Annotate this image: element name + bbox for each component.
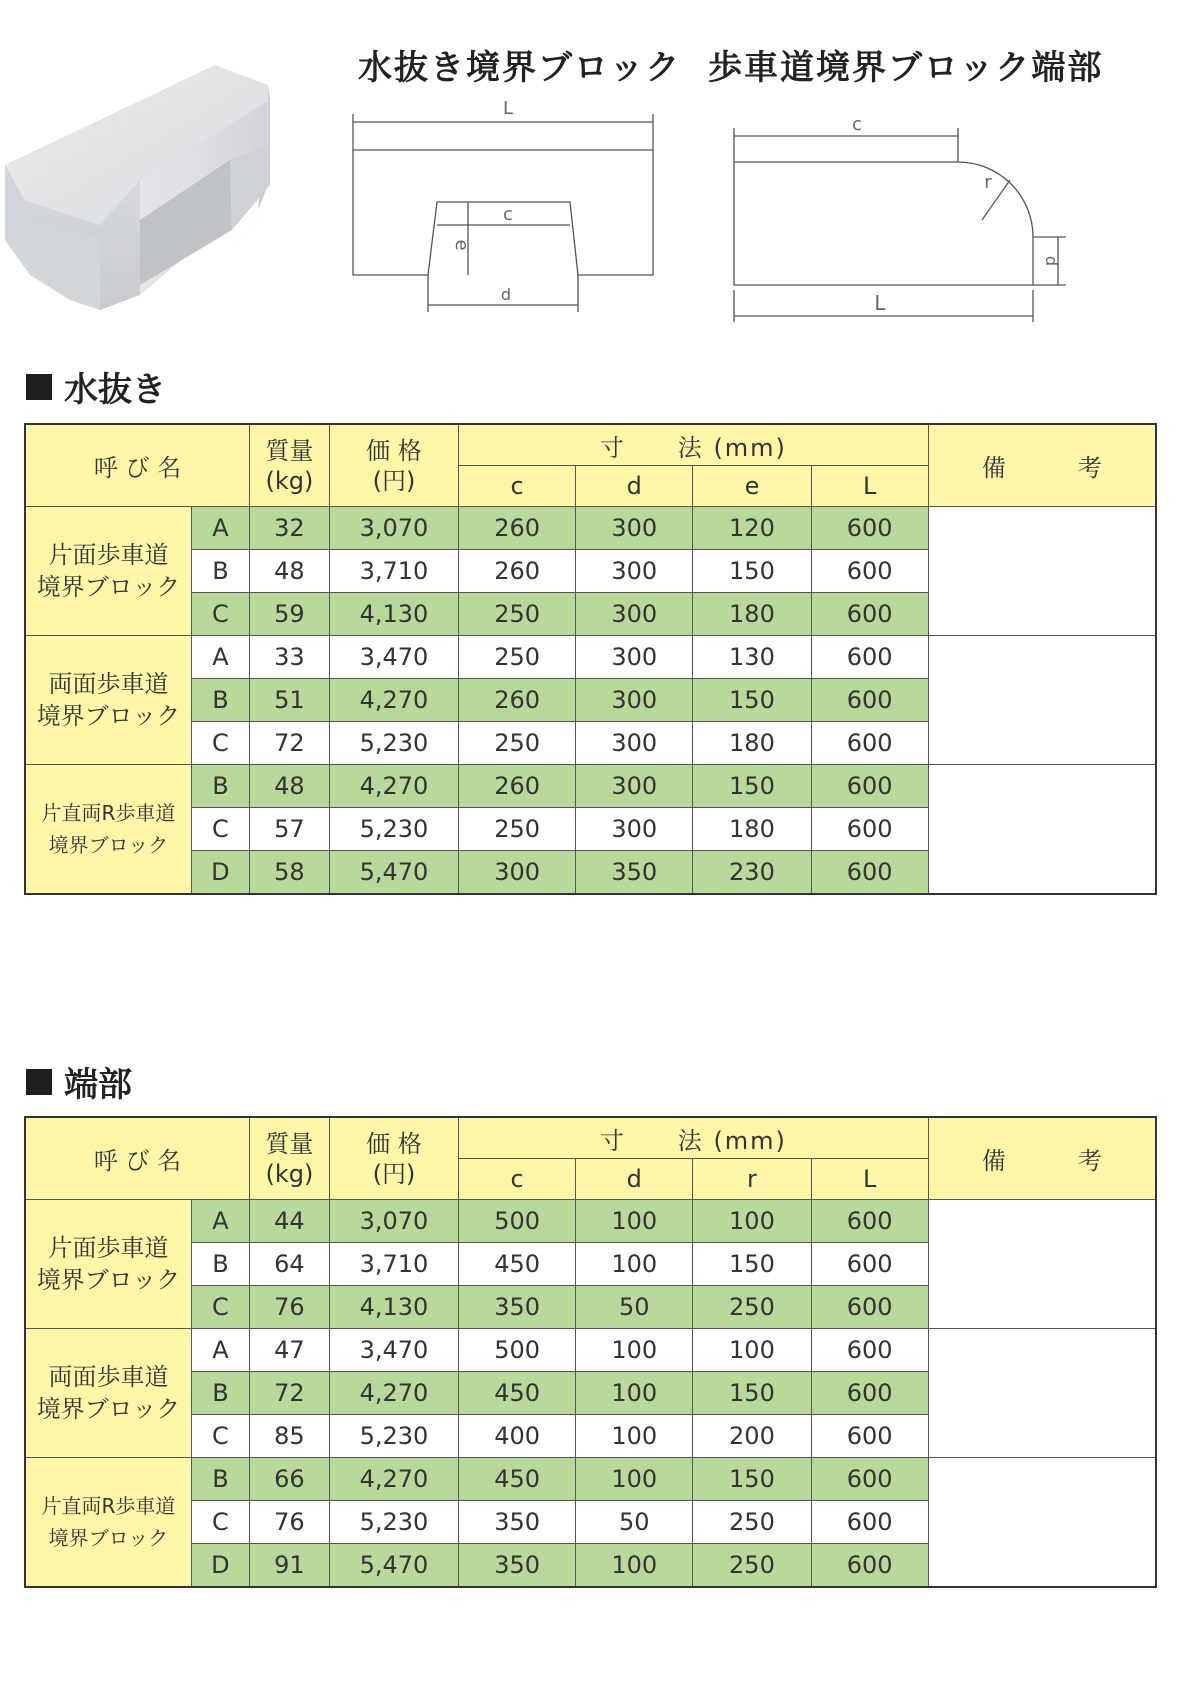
dim-cell: 100 [576,1243,693,1286]
price-cell: 4,270 [329,1372,458,1415]
price-cell: 3,470 [329,1329,458,1372]
section-title-tanbu: 端部 [26,1057,132,1106]
grade-cell: A [191,1200,249,1243]
spec-table-tanbu [24,1116,1157,1588]
mass-cell: 76 [249,1501,329,1544]
dim-cell: 350 [459,1501,576,1544]
mass-cell: 72 [249,1372,329,1415]
header-dim-c: c [459,1159,576,1200]
dim-cell: 180 [693,808,811,851]
header-price: 価 格 (円) [329,424,458,507]
price-cell: 5,230 [329,808,458,851]
dim-cell: 180 [693,593,811,636]
dim-cell: 50 [576,1286,693,1329]
grade-cell: C [191,593,249,636]
mass-cell: 51 [249,679,329,722]
dim-cell: 450 [459,1458,576,1501]
dim-cell: 150 [693,765,811,808]
header-price: 価 格 (円) [329,1117,458,1200]
dim-cell: 100 [693,1329,811,1372]
label-c: c [852,114,862,135]
price-cell: 3,470 [329,636,458,679]
grade-cell: A [191,1329,249,1372]
dim-cell: 250 [459,808,576,851]
dim-cell: 400 [459,1415,576,1458]
mass-cell: 59 [249,593,329,636]
square-bullet-icon [26,374,52,400]
dim-cell: 600 [811,722,928,765]
header-dim-e: e [693,466,811,507]
dim-cell: 260 [459,679,576,722]
header-dimensions: 寸 法 (mm) [459,1117,929,1159]
mass-cell: 48 [249,765,329,808]
header-dim-L: L [811,466,928,507]
group-name: 両面歩車道 境界ブロック [25,1329,191,1458]
grade-cell: D [191,851,249,895]
dim-cell: 100 [576,1458,693,1501]
dim-cell: 250 [459,636,576,679]
mizunuki-diagram-title: 水抜き境界ブロック [358,48,682,88]
grade-cell: B [191,679,249,722]
mass-cell: 48 [249,550,329,593]
price-cell: 3,710 [329,1243,458,1286]
group-name: 両面歩車道 境界ブロック [25,636,191,765]
mass-cell: 72 [249,722,329,765]
dim-cell: 130 [693,636,811,679]
price-cell: 5,230 [329,722,458,765]
tanbu-diagram [720,100,1090,330]
dim-cell: 250 [693,1286,811,1329]
table-row [25,507,1156,550]
dim-cell: 300 [576,679,693,722]
dim-cell: 450 [459,1243,576,1286]
dim-cell: 250 [459,593,576,636]
dim-cell: 600 [811,1329,928,1372]
grade-cell: B [191,1458,249,1501]
dim-cell: 100 [576,1544,693,1588]
label-d: d [1042,255,1061,267]
group-name: 片面歩車道 境界ブロック [25,507,191,636]
price-cell: 5,470 [329,851,458,895]
dim-cell: 600 [811,593,928,636]
table-row [25,636,1156,679]
group-name: 片直両R歩車道 境界ブロック [25,765,191,895]
price-cell: 5,230 [329,1415,458,1458]
dim-cell: 300 [576,636,693,679]
dim-cell: 600 [811,808,928,851]
header-dim-d: d [576,466,693,507]
price-cell: 5,230 [329,1501,458,1544]
block-photo [0,60,300,350]
tanbu-diagram-title: 歩車道境界ブロック端部 [708,48,1104,88]
dim-cell: 250 [693,1501,811,1544]
dim-cell: 260 [459,550,576,593]
price-cell: 3,070 [329,1200,458,1243]
mass-cell: 76 [249,1286,329,1329]
label-e: e [451,239,472,251]
grade-cell: C [191,722,249,765]
dim-cell: 150 [693,1243,811,1286]
remarks-cell [928,1329,1156,1458]
remarks-cell [928,1200,1156,1329]
dim-cell: 300 [459,851,576,895]
remarks-cell [928,1458,1156,1588]
remarks-cell [928,765,1156,895]
dim-cell: 150 [693,1458,811,1501]
dim-cell: 600 [811,1501,928,1544]
dim-cell: 260 [459,765,576,808]
dim-cell: 350 [576,851,693,895]
dim-cell: 600 [811,1544,928,1588]
dim-cell: 600 [811,550,928,593]
mass-cell: 64 [249,1243,329,1286]
dim-cell: 300 [576,507,693,550]
price-cell: 4,270 [329,679,458,722]
header-remarks: 備 考 [928,1117,1156,1200]
dim-cell: 150 [693,550,811,593]
mizunuki-diagram [340,90,670,320]
grade-cell: B [191,550,249,593]
label-L: L [502,98,514,119]
table-row [25,765,1156,808]
dim-cell: 180 [693,722,811,765]
mass-cell: 85 [249,1415,329,1458]
dim-cell: 100 [576,1415,693,1458]
dim-cell: 300 [576,765,693,808]
price-cell: 4,270 [329,1458,458,1501]
dim-cell: 150 [693,1372,811,1415]
mass-cell: 58 [249,851,329,895]
dim-cell: 600 [811,636,928,679]
mass-cell: 91 [249,1544,329,1588]
mass-cell: 66 [249,1458,329,1501]
dim-cell: 600 [811,1458,928,1501]
label-d: d [500,285,512,304]
dim-cell: 600 [811,1200,928,1243]
dim-cell: 250 [459,722,576,765]
price-cell: 4,130 [329,593,458,636]
grade-cell: A [191,636,249,679]
dim-cell: 350 [459,1544,576,1588]
header-dim-c: c [459,466,576,507]
remarks-cell [928,636,1156,765]
dim-cell: 600 [811,1372,928,1415]
dim-cell: 600 [811,1243,928,1286]
dim-cell: 600 [811,765,928,808]
header-dim-r: r [693,1159,811,1200]
dim-cell: 120 [693,507,811,550]
price-cell: 5,470 [329,1544,458,1588]
square-bullet-icon [26,1069,52,1095]
grade-cell: B [191,1243,249,1286]
remarks-cell [928,507,1156,636]
grade-cell: C [191,1501,249,1544]
dim-cell: 230 [693,851,811,895]
mass-cell: 44 [249,1200,329,1243]
dim-cell: 600 [811,507,928,550]
grade-cell: A [191,507,249,550]
mass-cell: 32 [249,507,329,550]
header-dim-L: L [811,1159,928,1200]
header-remarks: 備 考 [928,424,1156,507]
header-mass: 質量 (kg) [249,424,329,507]
header-name: 呼 び 名 [25,424,249,507]
label-r: r [984,172,992,193]
dim-cell: 600 [811,1286,928,1329]
mass-cell: 57 [249,808,329,851]
header-dim-d: d [576,1159,693,1200]
dim-cell: 300 [576,593,693,636]
dim-cell: 100 [576,1329,693,1372]
dim-cell: 300 [576,808,693,851]
header-dimensions: 寸 法 (mm) [459,424,929,466]
price-cell: 3,070 [329,507,458,550]
grade-cell: C [191,1286,249,1329]
price-cell: 4,270 [329,765,458,808]
dim-cell: 500 [459,1329,576,1372]
dim-cell: 500 [459,1200,576,1243]
dim-cell: 100 [693,1200,811,1243]
grade-cell: B [191,1372,249,1415]
dim-cell: 300 [576,722,693,765]
section-title-mizunuki: 水抜き [26,362,166,411]
price-cell: 4,130 [329,1286,458,1329]
grade-cell: C [191,808,249,851]
dim-cell: 50 [576,1501,693,1544]
mass-cell: 33 [249,636,329,679]
dim-cell: 150 [693,679,811,722]
label-c: c [503,204,513,225]
price-cell: 3,710 [329,550,458,593]
dim-cell: 250 [693,1544,811,1588]
dim-cell: 600 [811,679,928,722]
dim-cell: 600 [811,1415,928,1458]
table-row [25,1329,1156,1372]
dim-cell: 450 [459,1372,576,1415]
table-row [25,1200,1156,1243]
dim-cell: 200 [693,1415,811,1458]
spec-table-mizunuki [24,423,1157,895]
grade-cell: C [191,1415,249,1458]
group-name: 片直両R歩車道 境界ブロック [25,1458,191,1588]
dim-cell: 100 [576,1200,693,1243]
dim-cell: 300 [576,550,693,593]
header-mass: 質量 (kg) [249,1117,329,1200]
dim-cell: 100 [576,1372,693,1415]
group-name: 片面歩車道 境界ブロック [25,1200,191,1329]
label-L: L [874,291,886,315]
mass-cell: 47 [249,1329,329,1372]
grade-cell: B [191,765,249,808]
header-name: 呼 び 名 [25,1117,249,1200]
dim-cell: 600 [811,851,928,895]
table-row [25,1458,1156,1501]
dim-cell: 260 [459,507,576,550]
dim-cell: 350 [459,1286,576,1329]
grade-cell: D [191,1544,249,1588]
